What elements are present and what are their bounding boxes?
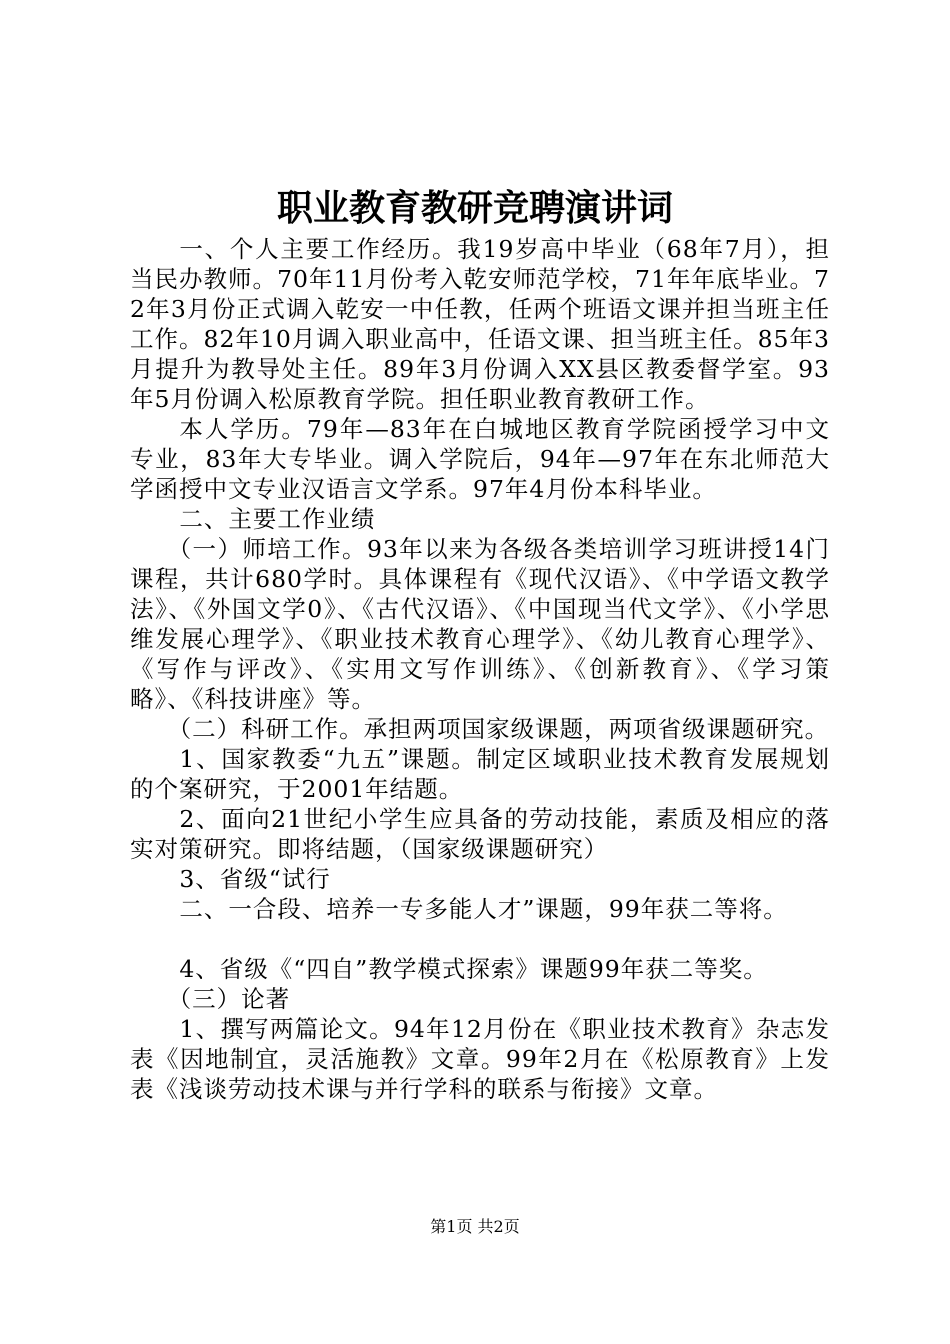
section-heading-achievements: 二、主要工作业绩: [179, 505, 376, 533]
section-heading-publications: （三）论著: [167, 985, 291, 1013]
paragraph-work-experience: 一、个人主要工作经历。我19岁高中毕业（68年7月），担当民办教师。70年11月份考入乾安师范学校，71年年底毕业。72年3月份正式调入乾安一中任教，任两个班语文课并担当班主任工作。82年10月调入职业高中，任语文课、担当班主任。85年3月提升为教导处主任。89年3月份调入XX县区教委督学室。93年5月份调入松原教育学院。担任职业教育教研工作。: [130, 235, 830, 413]
list-item-research-3-continued: 二、一合段、培养一专多能人才”课题，99年获二等将。: [179, 895, 788, 923]
list-item-research-2: 2、面向21世纪小学生应具备的劳动技能，素质及相应的落实对策研究。即将结题，（国家级课题研究）: [130, 805, 830, 863]
paragraph-education: 本人学历。79年—83年在白城地区教育学院函授学习中文专业，83年大专毕业。调入学院后，94年—97年在东北师范大学函授中文专业汉语言文学系。97年4月份本科毕业。: [130, 415, 830, 503]
document-body: [130, 234, 830, 1104]
list-item-research-1: 1、国家教委“九五”课题。制定区域职业技术教育发展规划的个案研究，于2001年结题。: [130, 745, 830, 803]
list-item-research-3: 3、省级“试行: [179, 865, 331, 893]
list-item-research-4: 4、省级《“四自”教学模式探索》课题99年获二等奖。: [179, 955, 768, 983]
list-item-publications-1: 1、撰写两篇论文。94年12月份在《职业技术教育》杂志发表《因地制宜，灵活施教》文章。99年2月在《松原教育》上发表《浅谈劳动技术课与并行学科的联系与衔接》文章。: [130, 1015, 830, 1103]
paragraph-gap: [130, 924, 830, 954]
paragraph-research: （二）科研工作。承担两项国家级课题，两项省级课题研究。: [167, 715, 830, 743]
page-footer: 第1页 共2页: [430, 1217, 520, 1236]
paragraph-teacher-training: （一）师培工作。93年以来为各级各类培训学习班讲授14门课程，共计680学时。具体课程有《现代汉语》、《中学语文教学法》、《外国文学0》、《古代汉语》、《中国现当代文学》、《小学思维发展心理学》、《职业技术教育心理学》、《幼儿教育心理学》、《写作与评改》、《实用文写作训练》、《创新教育》、《学习策略》、《科技讲座》等。: [130, 535, 830, 713]
document-title: 职业教育教研竞聘演讲词: [276, 187, 673, 229]
